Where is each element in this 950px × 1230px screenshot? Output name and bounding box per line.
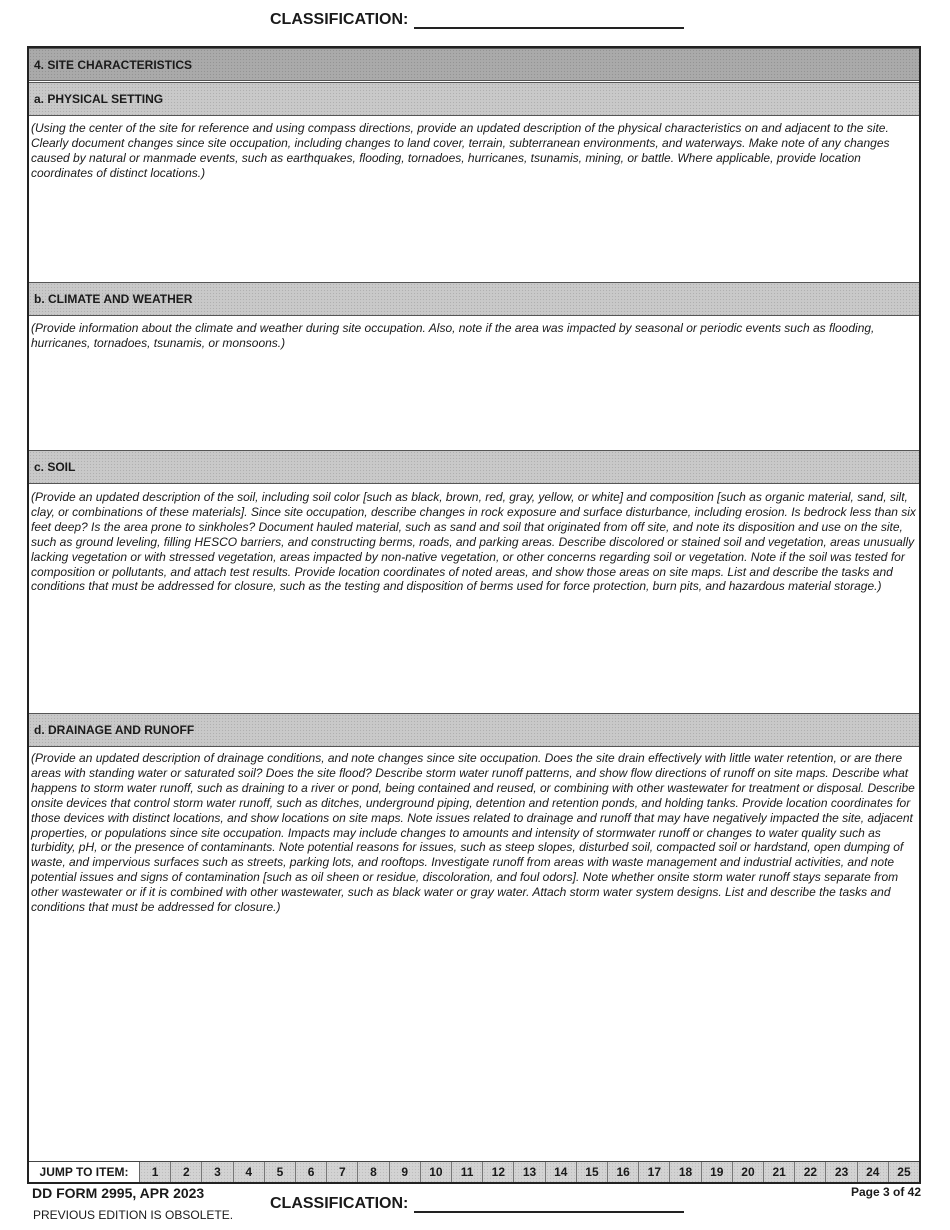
jump-to-item-label: JUMP TO ITEM: bbox=[29, 1162, 140, 1182]
section-title: 4. SITE CHARACTERISTICS bbox=[29, 48, 919, 81]
climate-weather-instructions[interactable]: (Provide information about the climate and weather during site occupation. Also, note if the area was impacted by seasonal or periodic events such as flooding, hurricanes, tornadoes, tsunamis, or monsoons.) bbox=[31, 321, 875, 350]
jump-item-button[interactable]: 3 bbox=[202, 1162, 233, 1182]
jump-item-button[interactable]: 17 bbox=[639, 1162, 670, 1182]
jump-item-button[interactable]: 14 bbox=[546, 1162, 577, 1182]
jump-item-button[interactable]: 18 bbox=[670, 1162, 701, 1182]
jump-item-button[interactable]: 20 bbox=[733, 1162, 764, 1182]
page-number: Page 3 of 42 bbox=[850, 1185, 921, 1199]
jump-item-button[interactable]: 23 bbox=[826, 1162, 857, 1182]
site-characteristics-section bbox=[27, 46, 921, 1184]
jump-item-button[interactable]: 11 bbox=[452, 1162, 483, 1182]
jump-item-button[interactable]: 15 bbox=[577, 1162, 608, 1182]
physical-setting-instructions[interactable]: (Using the center of the site for reference and using compass directions, provide an updated description of the physical characteristics on and adjacent to the site. Clearly document changes since site occupation, including changes to land cover, terrain, subterranean environments, and waterways. Make note of any changes caused by natural or manmade events, such as earthquakes, flooding, tornadoes, hurricanes, tsunamis, mining, or battle. Where applicable, provide location coordinates of distinct locations.) bbox=[31, 121, 890, 180]
classification-header bbox=[270, 11, 684, 29]
jump-item-button[interactable]: 4 bbox=[234, 1162, 265, 1182]
form-identifier: DD FORM 2995, APR 2023 bbox=[32, 1185, 205, 1201]
jump-item-button[interactable]: 16 bbox=[608, 1162, 639, 1182]
obsolete-note: PREVIOUS EDITION IS OBSOLETE. bbox=[33, 1208, 234, 1222]
jump-item-button[interactable]: 24 bbox=[858, 1162, 889, 1182]
jump-item-button[interactable]: 22 bbox=[795, 1162, 826, 1182]
soil-instructions[interactable]: (Provide an updated description of the soil, including soil color [such as black, brown, red, gray, yellow, or white] and composition [such as organic material, sand, silt, clay, or combinations of these materials]. Since site occupation, describe changes in rock exposure and surface disturbance, including erosion. Is bedrock less than six feet deep? Is the area prone to sinkholes? Document hauled material, such as sand and soil that originated from off site, and note its disposition and use on the site, such as ground leveling, filling HESCO barriers, and constructing berms, roads, and parking areas. Describe discolored or stained soil and vegetation, areas unusually lacking vegetation or with stressed vegetation, areas impacted by non-native vegetation, or other concerns regarding soil or vegetation. Note if the soil was tested for composition or pollutants, and attach test results. Provide location coordinates of noted areas, and show those areas on site maps. List and describe the tasks and conditions that must be addressed for closure, such as the testing and disposition of berms used for force protection, burn pits, and hazardous material storage.) bbox=[31, 490, 916, 594]
drainage-runoff-header: d. DRAINAGE AND RUNOFF bbox=[29, 713, 919, 747]
jump-to-item-nav bbox=[29, 1161, 919, 1182]
classification-field[interactable] bbox=[414, 13, 684, 29]
drainage-runoff-instructions[interactable]: (Provide an updated description of drainage conditions, and note changes since site occupation. Does the site drain effectively with little water retention, or are there areas with standing water or saturated soil? Does the site flood? Describe storm water runoff patterns, and show flow directions of runoff on site maps. Describe what happens to storm water runoff, such as draining to a river or pond, being contained and reused, or combining with other wastewater for treatment or disposal. Describe onsite devices that control storm water runoff, such as ditches, underground piping, detention and retention ponds, and holding tanks. Provide location coordinates for those devices with distinct locations, and show locations on site maps. Note issues related to drainage and runoff that may have negatively impacted the site, adjacent properties, or populations since site occupation. Impacts may include changes to amounts and intensity of stormwater runoff or changes to water quality such as turbidity, pH, or the presence of contaminants. Note potential reasons for issues, such as steep slopes, disturbed soil, compacted soil or hardstand, open dumping of waste, and impervious surfaces such as streets, parking lots, and rooftops. Investigate runoff from areas with waste management and industrial activities, and note potential issues and signs of contamination [such as oil sheen or residue, discoloration, and foul odors]. Note whether onsite storm water runoff stays separate from other wastewater or if it is combined with other wastewater, such as black water or gray water. Attach storm water system designs. List and describe the tasks and conditions that must be addressed for closure.) bbox=[31, 751, 915, 915]
physical-setting-header: a. PHYSICAL SETTING bbox=[29, 82, 919, 116]
classification-footer bbox=[270, 1195, 684, 1213]
jump-item-button[interactable]: 19 bbox=[702, 1162, 733, 1182]
classification-label: CLASSIFICATION: bbox=[270, 11, 409, 28]
jump-item-button[interactable]: 9 bbox=[390, 1162, 421, 1182]
jump-item-button[interactable]: 10 bbox=[421, 1162, 452, 1182]
jump-item-button[interactable]: 13 bbox=[514, 1162, 545, 1182]
jump-item-button[interactable]: 2 bbox=[171, 1162, 202, 1182]
jump-item-button[interactable]: 6 bbox=[296, 1162, 327, 1182]
soil-header: c. SOIL bbox=[29, 450, 919, 484]
climate-weather-header: b. CLIMATE AND WEATHER bbox=[29, 282, 919, 316]
jump-item-button[interactable]: 21 bbox=[764, 1162, 795, 1182]
jump-item-button[interactable]: 8 bbox=[358, 1162, 389, 1182]
jump-item-button[interactable]: 25 bbox=[889, 1162, 919, 1182]
jump-item-button[interactable]: 12 bbox=[483, 1162, 514, 1182]
classification-label: CLASSIFICATION: bbox=[270, 1195, 409, 1212]
jump-item-button[interactable]: 5 bbox=[265, 1162, 296, 1182]
jump-item-button[interactable]: 1 bbox=[140, 1162, 171, 1182]
jump-item-button[interactable]: 7 bbox=[327, 1162, 358, 1182]
classification-field[interactable] bbox=[414, 1197, 684, 1213]
